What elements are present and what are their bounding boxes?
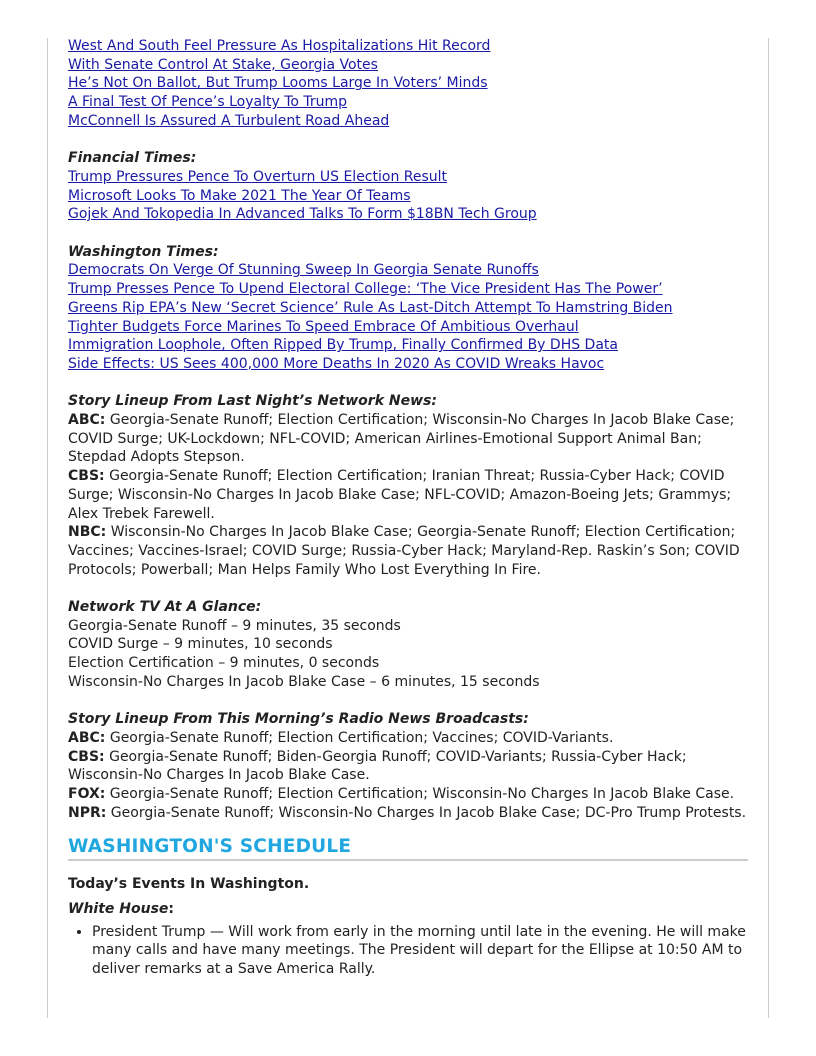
network-label: CBS: <box>68 468 105 485</box>
radio-lineup-fox <box>68 785 748 804</box>
lineup-text: Georgia-Senate Runoff; Biden-Georgia Runoff; COVID-Variants; Russia-Cyber Hack; Wisconsin-No Charges In Jacob Blake Case. <box>68 748 687 784</box>
lineup-text: Georgia-Senate Runoff; Wisconsin-No Charges In Jacob Blake Case; DC-Pro Trump Protests. <box>106 804 747 821</box>
network-label: NPR: <box>68 804 107 821</box>
glance-item: Georgia-Senate Runoff – 9 minutes, 35 seconds <box>68 617 401 634</box>
headline-link[interactable]: Greens Rip EPA’s New ‘Secret Science’ Rule As Last-Ditch Attempt To Hamstring Biden <box>68 299 673 316</box>
nyt-links <box>68 37 748 131</box>
glance-section <box>68 598 748 692</box>
headline-link[interactable]: A Final Test Of Pence’s Loyalty To Trump <box>68 94 348 111</box>
wt-heading: Washington Times: <box>68 243 219 260</box>
radio-lineup-npr <box>68 804 748 823</box>
glance-item: Election Certification – 9 minutes, 0 seconds <box>68 655 380 672</box>
network-lineup-cbs <box>68 467 748 523</box>
radio-heading: Story Lineup From This Morning’s Radio News Broadcasts: <box>68 711 529 728</box>
network-news-heading: Story Lineup From Last Night’s Network News: <box>68 393 437 410</box>
headline-link[interactable]: Trump Pressures Pence To Overturn US Election Result <box>68 168 448 185</box>
headline-link[interactable]: McConnell Is Assured A Turbulent Road Ahead <box>68 112 390 129</box>
network-label: NBC: <box>68 524 107 541</box>
todays-events-heading: Today’s Events In Washington. <box>68 876 310 893</box>
lineup-text: Wisconsin-No Charges In Jacob Blake Case; Georgia-Senate Runoff; Election Certification; Vaccines; Vaccines-Israel; COVID Surge; Russia-Cyber Hack; Maryland-Rep. Raskin’s Son; COVID Protocols; Powerball; Man Helps Family Who Lost Everything In Fire. <box>68 524 740 578</box>
washington-schedule-title: WASHINGTON'S SCHEDULE <box>68 838 748 861</box>
lineup-text: Georgia-Senate Runoff; Election Certification; Iranian Threat; Russia-Cyber Hack; COVID Surge; Wisconsin-No Charges In Jacob Blake Case; NFL-COVID; Amazon-Boeing Jets; Grammys; Alex Trebek Farewell. <box>68 468 732 522</box>
headline-link[interactable]: Tighter Budgets Force Marines To Speed Embrace Of Ambitious Overhaul <box>68 318 579 335</box>
network-lineup-nbc <box>68 523 748 579</box>
lineup-text: Georgia-Senate Runoff; Election Certification; Vaccines; COVID-Variants. <box>105 729 614 746</box>
white-house-colon: : <box>168 900 175 917</box>
headline-link[interactable]: Gojek And Tokopedia In Advanced Talks To Form $18BN Tech Group <box>68 206 537 223</box>
headline-link[interactable]: Immigration Loophole, Often Ripped By Trump, Finally Confirmed By DHS Data <box>68 337 618 354</box>
white-house-heading <box>68 900 748 919</box>
headline-link[interactable]: He’s Not On Ballot, But Trump Looms Large In Voters’ Minds <box>68 75 488 92</box>
ft-section <box>68 149 748 224</box>
wt-section <box>68 243 748 374</box>
network-label: CBS: <box>68 748 105 765</box>
headline-link[interactable]: Side Effects: US Sees 400,000 More Deaths In 2020 As COVID Wreaks Havoc <box>68 355 605 372</box>
radio-lineup-cbs <box>68 748 748 785</box>
headline-link[interactable]: Trump Presses Pence To Upend Electoral College: ‘The Vice President Has The Power’ <box>68 281 663 298</box>
radio-lineup-abc <box>68 729 748 748</box>
schedule-item: • President Trump — Will work from early in the morning until late in the evening. He will make many calls and have many meetings. The President will depart for the Ellipse at 10:50 AM to deliver remarks at a Save America Rally. <box>92 923 748 979</box>
headline-link[interactable]: With Senate Control At Stake, Georgia Votes <box>68 56 378 73</box>
network-label: ABC: <box>68 729 106 746</box>
headline-link[interactable]: West And South Feel Pressure As Hospitalizations Hit Record <box>68 38 491 54</box>
glance-heading: Network TV At A Glance: <box>68 599 262 616</box>
network-lineup-abc <box>68 411 748 467</box>
network-label: FOX: <box>68 786 106 803</box>
lineup-text: Georgia-Senate Runoff; Election Certification; Wisconsin-No Charges In Jacob Blake Case. <box>105 786 735 803</box>
network-label: ABC: <box>68 412 106 429</box>
network-news-section <box>68 392 748 579</box>
newsletter-content <box>68 37 748 979</box>
glance-item: Wisconsin-No Charges In Jacob Blake Case – 6 minutes, 15 seconds <box>68 673 540 690</box>
headline-link[interactable]: Democrats On Verge Of Stunning Sweep In Georgia Senate Runoffs <box>68 262 539 279</box>
lineup-text: Georgia-Senate Runoff; Election Certification; Wisconsin-No Charges In Jacob Blake Case; COVID Surge; UK-Lockdown; NFL-COVID; American Airlines-Emotional Support Animal Ban; Stepdad Adopts Stepson. <box>68 412 735 466</box>
headline-link[interactable]: Microsoft Looks To Make 2021 The Year Of Teams <box>68 187 411 204</box>
white-house-label: White House <box>68 900 169 917</box>
glance-item: COVID Surge – 9 minutes, 10 seconds <box>68 636 333 653</box>
schedule-list <box>68 923 748 979</box>
ft-heading: Financial Times: <box>68 150 197 167</box>
radio-section <box>68 710 748 822</box>
